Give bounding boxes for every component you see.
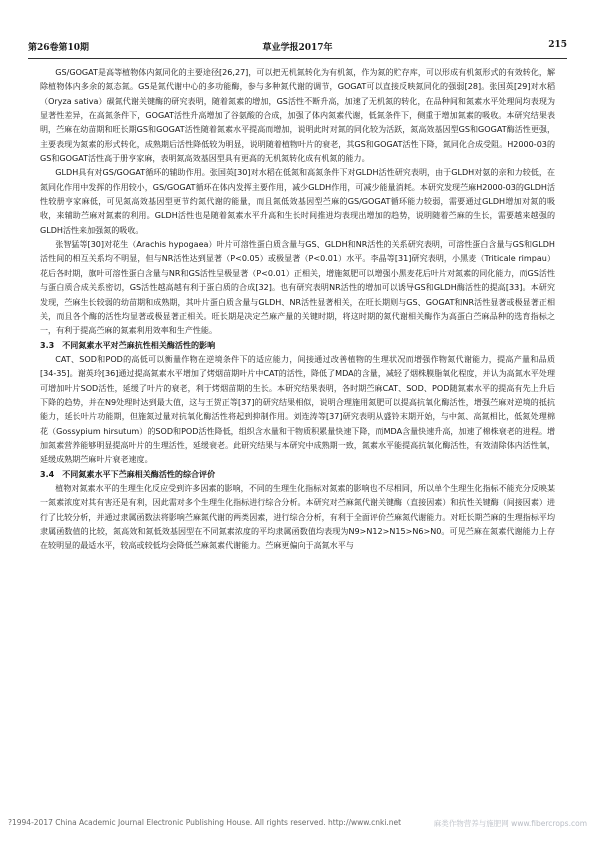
paragraph-evaluation: 植物对氮素水平的生理生化反应受到许多因素的影响，不同的生理生化指标对氮素的影响也不尽相同，所以单个生理生化指标不能充分反映某一氮素浓度对其有害还是有利，因此需对多个生理生化指标进行综合分析。本研究对苎麻氮代谢关键酶（直接因素）和抗性关键酶（间接因素）进行了比较分析，并通过隶属函数法将影响苎麻氮代谢的两类因素，进行综合分析，有利于全面评价苎麻氮代谢能力。对旺长期苎麻的生理指标平均隶属函数值的比较，氮高效和氮低效基因型在不同氮素浓度的平均隶属函数值均表现为N9>N12>N15>N6>N0。可见苎麻在氮素代谢能力上存在较明显的最适水平，较高或较低均会降低苎麻氮素代谢能力。苎麻更偏向于高氮水平与: [40, 483, 555, 551]
paragraph-gldh: GLDH具有对GS/GOGAT循环的辅助作用。张国英[30]对水稻在低氮和高氮条件下对GLDH活性研究表明，由于GLDH对氨的亲和力较低，在氮同化作用中发挥的作用较小，GS/GOGAT循环在体内发挥主要作用，减少GLDH作用，可减少能量消耗。本研究发现苎麻H2000-03的GLDH活性较册亨家麻低，可见氮高效基因型更节约氮代谢的能量，而且氮低效基因型苎麻的GS/GOGAT循环能力较弱，需要通过GLDH增加对氮的吸收，来辅助苎麻对氮素的利用。GLDH活性也是随着氮素水平升高和生长时间推进均表现出增加的趋势，说明随着苎麻的生长，需要越来越强的GLDH活性来加强氮的吸收。: [40, 168, 555, 235]
journal-title: 草业学报2017年: [262, 43, 333, 53]
section-heading-3-3: [40, 339, 555, 353]
section-number: 3.4: [40, 469, 55, 479]
volume-issue: 第26卷第10期: [28, 43, 90, 53]
section-title: 不同氮素水平下苎麻相关酶活性的综合评价: [62, 469, 216, 479]
paragraph-protein: 张智猛等[30]对花生（Arachis hypogaea）叶片可溶性蛋白质含量与GS、GLDH和NR活性的关系研究表明，可溶性蛋白含量与GS和GLDH活性间的相互关系均不明显，但与NR活性达到显著（P<0.05）或极显著（P<0.01）水平。李晶等[31]研究表明，小黑麦（Triticale rimpau）花后各时期，旗叶可溶性蛋白含量与NR和GS活性呈极显著（P<0.01）正相关，增施氮肥可以增强小黑麦花后叶片对氮素的同化能力，而GS活性与蛋白质合成关系密切，GS活性越高越有利于蛋白质的合成[32]。也有研究表明NR活性的增加可以诱导GS和GLDH酶活性的提高[33]。本研究发现，苎麻生长较弱的幼苗期和成熟期，其叶片蛋白质含量与GLDH、NR活性显著相关，在旺长期则与GS、GOGAT和NR活性显著或极显著正相关，而且各个酶的活性均显著或极显著正相关。旺长期是决定苎麻产量的关键时期，将这时期的氮代谢相关酶作为高蛋白苎麻品种的选育指标之一，有利于提高苎麻的氮素利用效率和生产性能。: [40, 240, 555, 336]
page-footer: [8, 818, 587, 830]
section-title: 不同氮素水平对苎麻抗性相关酶活性的影响: [62, 340, 216, 350]
paragraph-antioxidant: CAT、SOD和POD的高低可以衡量作物在逆境条件下的适应能力，间接通过改善植物的生理状况而增强作物氮代谢能力，提高产量和品质[34-35]。谢英玲[36]通过提高氮素水平增加了烤烟苗期叶片中CAT的活性，降低了MDA的含量，减轻了烟株膜脂氧化程度，并认为高氮水平处理可增加叶片SOD活性，延缓了叶片的衰老，利于烤烟苗期的生长。本研究结果表明，各时期苎麻CAT、SOD、POD随氮素水平的提高有先上升后下降的趋势，并在N9处理时达到最大值，这与王贺正等[37]的研究结果相似，说明合理施用氮肥可以提高抗氧化酶活性，增强苎麻对逆境的抵抗能力，延长叶片功能期，但施氮过量对抗氧化酶活性将起到抑制作用。刘连涛等[37]研究表明从盛铃末期开始，与中氮、高氮相比，低氮处理棉花（Gossypium hirsutum）的SOD和POD活性降低，组织含水量和干物质积累量快速下降，而MDA含量快速升高，加速了棉株衰老的进程。增加氮素营养能够明显提高叶片的生理活性，延缓衰老。此研究结果与本研究中成熟期一致，氮素水平能提高抗氧化酶活性，有效清除体内活性氧，延缓成熟期苎麻叶片衰老速度。: [40, 354, 555, 465]
copyright-line: ?1994-2017 China Academic Journal Electronic Publishing House. All rights reserved. http://www.cnki.net: [8, 818, 402, 827]
running-header: [28, 40, 567, 54]
header-rule: [28, 58, 567, 59]
article-body: [40, 66, 555, 554]
section-heading-3-4: [40, 468, 555, 482]
section-number: 3.3: [40, 340, 55, 350]
paragraph-gs-gogat: GS/GOGAT是高等植物体内氮同化的主要途径[26,27]，可以把无机氮转化为有机氮，作为氮的贮存库，可以形成有机氮形式的有效转化，解除植物体内多余的氮态氮。GS是氮代谢中心的多功能酶，参与多种氮代谢的调节，GOGAT可以直接反映氮同化的强弱[28]。张国英[29]对水稻（Oryza sativa）碳氮代谢关键酶的研究表明，随着氮素的增加，GS活性不断升高，加速了无机氮的转化，在品种间和氮素水平处理间均表现为显著性差异，在高氮条件下，GOGAT活性升高增加了谷氨酸的合成，加强了体内氮素代谢，低氮条件下，侧重于增加氮素的吸收。本研究结果表明，苎麻在幼苗期和旺长期GS和GOGAT活性随着氮素水平提高而增加，说明此时对氮的同化较为活跃，氮高效基因型GS和GOGAT酶活性更强，主要表现为氮素的形式转化，成熟期后活性降低较为明显，说明随着植物叶片的衰老，其GS和GOGAT活性下降，氮同化合成受阻。H2000-03的GS和GOGAT活性高于册亨家麻，表明氮高效基因型具有更高的无机氮转化成有机氮的能力。: [40, 68, 555, 164]
watermark-text: 麻类作物营养与施肥网 www.fibercrops.com: [433, 819, 587, 828]
page-number: 215: [548, 40, 567, 50]
